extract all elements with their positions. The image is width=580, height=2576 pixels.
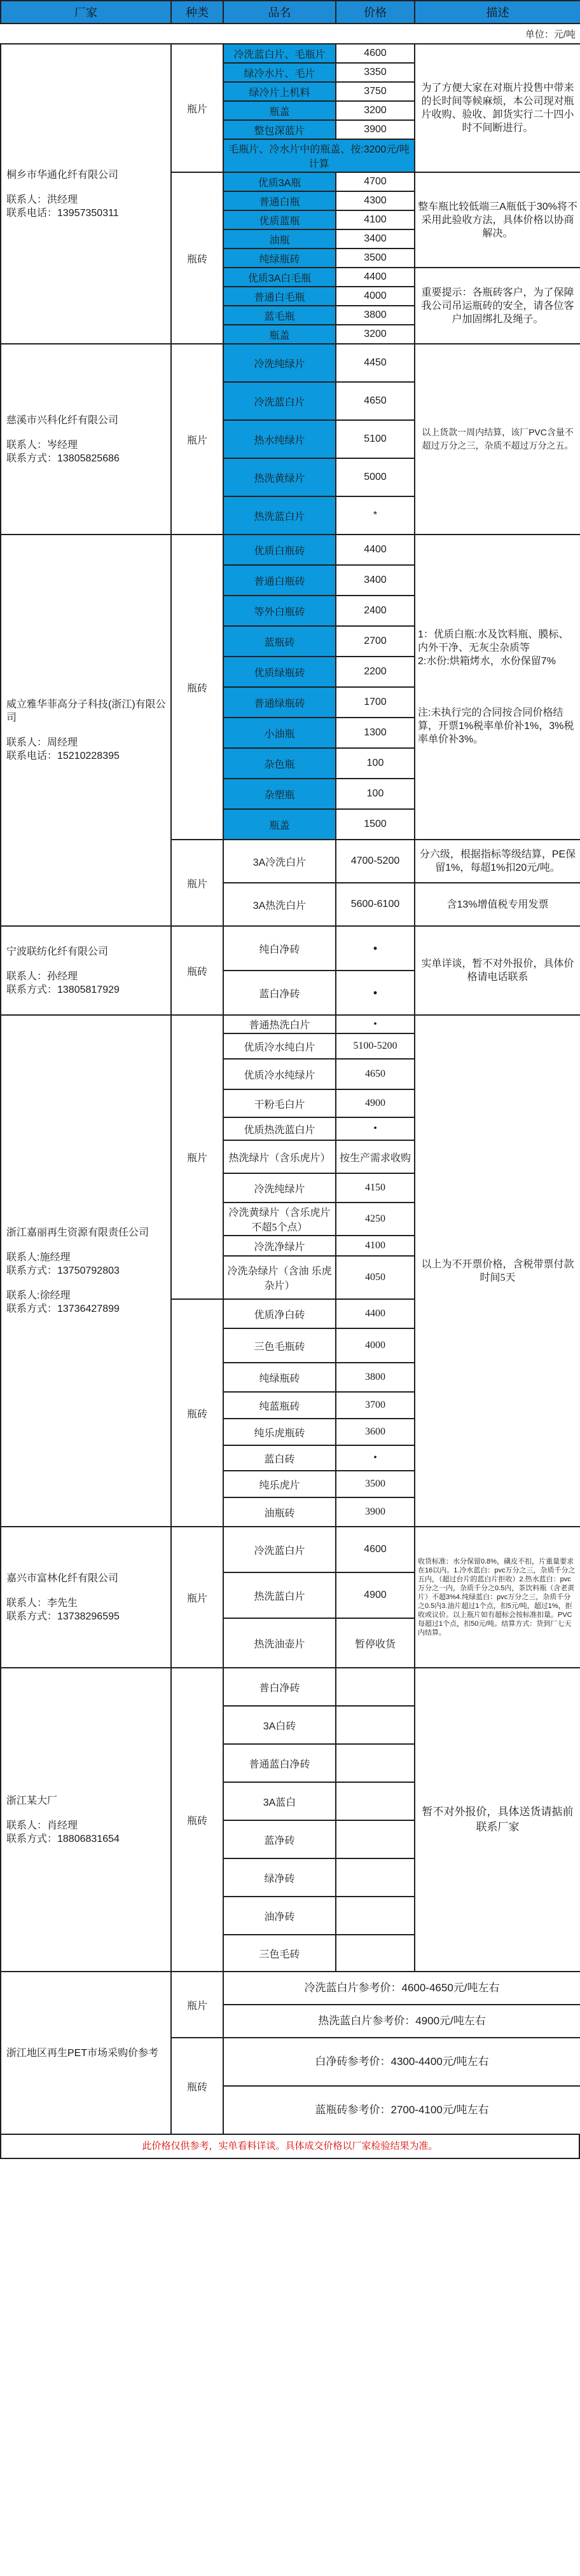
product-name: 普通蓝白净砖 (223, 1744, 336, 1782)
description: 分六级，根据指标等级结算，PE保留1%，每超1%扣20元/吨。 (415, 840, 580, 883)
price: 4400 (336, 1299, 415, 1328)
price: 4300 (336, 191, 415, 210)
price: 3400 (336, 565, 415, 596)
kind-cell: 瓶片 (171, 44, 223, 172)
product-name: 优质热洗蓝白片 (223, 1117, 336, 1140)
product-name: 普通热洗白片 (223, 1015, 336, 1033)
price: 3800 (336, 1363, 415, 1392)
product-name: 优质蓝瓶 (223, 210, 336, 229)
col-kind: 种类 (171, 1, 223, 24)
table-row (1, 344, 580, 382)
price: 4600 (336, 1527, 415, 1572)
product-name: 干粉毛白片 (223, 1089, 336, 1117)
contact-phone: 联系电话：13957350311 (6, 207, 119, 219)
kind-cell: 瓶砖 (171, 1299, 223, 1527)
product-name: 杂色瓶 (223, 748, 336, 779)
price (336, 1782, 415, 1820)
price (336, 1668, 415, 1706)
product-name: 优质冷水纯白片 (223, 1033, 336, 1059)
description: 以上为不开票价格，含税带票付款时间5天 (415, 1015, 580, 1527)
price: 3350 (336, 63, 415, 82)
table-row (1, 1015, 580, 1033)
price: 4100 (336, 210, 415, 229)
price: 4250 (336, 1203, 415, 1236)
product-name: 纯绿瓶砖 (223, 249, 336, 268)
price: 4900 (336, 1089, 415, 1117)
company-name: 宁波联纺化纤有限公司 (6, 946, 109, 957)
company-name: 桐乡市华通化纤有限公司 (6, 169, 119, 181)
product-name: 油净砖 (223, 1897, 336, 1935)
price: 3700 (336, 1392, 415, 1419)
product-name: 热洗黄绿片 (223, 458, 336, 496)
price: 4900 (336, 1572, 415, 1618)
price: 5600-6100 (336, 883, 415, 926)
price: 4000 (336, 1328, 415, 1363)
product-note: 毛瓶片、冷水片中的瓶盖、按:3200元/吨计算 (223, 139, 415, 172)
contact-name: 联系人：洪经理 (6, 194, 78, 205)
product-name: 普通白毛瓶 (223, 287, 336, 306)
contact-phone: 联系方式：13736427899 (6, 1304, 120, 1314)
product-name: 三色毛瓶砖 (223, 1328, 336, 1363)
kind-cell: 瓶砖 (171, 1668, 223, 1972)
description: 含13%增值税专用发票 (415, 883, 580, 926)
spacer (6, 1239, 168, 1251)
price: 暂停收货 (336, 1618, 415, 1668)
product-name: 纯蓝瓶砖 (223, 1392, 336, 1419)
company-name: 威立雅华菲高分子科技(浙江)有限公司 (6, 699, 166, 723)
price: 3900 (336, 1497, 415, 1527)
price: 4000 (336, 287, 415, 306)
kind-cell: 瓶片 (171, 1527, 223, 1668)
spacer (6, 427, 168, 439)
price (336, 1706, 415, 1744)
reference-price: 热洗蓝白片参考价：4900元/吨左右 (223, 2005, 580, 2038)
product-name: 整包深蓝片 (223, 120, 336, 139)
product-name: 3A蓝白 (223, 1782, 336, 1820)
contact-name: 联系人：李先生 (6, 1597, 78, 1609)
product-name: 冷洗杂绿片（含油 乐虎 杂片） (223, 1256, 336, 1299)
price: 5100 (336, 420, 415, 458)
product-name: 蓝毛瓶 (223, 306, 336, 325)
product-name: 纯乐虎瓶砖 (223, 1419, 336, 1445)
product-name: 瓶盖 (223, 809, 336, 840)
price (336, 1935, 415, 1972)
reference-price: 冷洗蓝白片参考价：4600-4650元/吨左右 (223, 1972, 580, 2005)
product-name: 蓝瓶砖 (223, 626, 336, 657)
price: • (336, 1445, 415, 1471)
product-name: 热洗蓝白片 (223, 496, 336, 535)
price: 4650 (336, 382, 415, 420)
product-name: 油瓶 (223, 229, 336, 249)
description: 暂不对外报价，具体送货请掂前联系厂家 (415, 1668, 580, 1972)
contact-phone: 联系方式：13750792803 (6, 1265, 120, 1276)
kind-cell: 瓶片 (171, 344, 223, 535)
price: 4600 (336, 44, 415, 63)
product-name: 蓝净砖 (223, 1820, 336, 1858)
price: 4400 (336, 535, 415, 565)
kind-cell: 瓶片 (171, 1015, 223, 1299)
price: 3600 (336, 1419, 415, 1445)
price: 3900 (336, 120, 415, 139)
desc-line: 2:水份:烘箱烤水，水份保留7% (418, 656, 556, 667)
product-name: 绿冷水片、毛片 (223, 63, 336, 82)
product-name: 瓶盖 (223, 325, 336, 344)
kind-cell: 瓶砖 (171, 535, 223, 840)
contact-name: 联系人：周经理 (6, 737, 78, 748)
price (336, 1858, 415, 1897)
spacer (418, 668, 577, 706)
product-name: 纯乐虎片 (223, 1471, 336, 1497)
reference-price: 白净砖参考价：4300-4400元/吨左右 (223, 2038, 580, 2086)
company-name: 嘉兴市富林化纤有限公司 (6, 1572, 119, 1584)
price (336, 1897, 415, 1935)
price: 4400 (336, 268, 415, 287)
spacer (6, 182, 168, 193)
description: 收货标准：水分保留0.8%，磺皮不扣，片重量要求在16以内。1.冷水蓝白：pvc万分之三，杂质千分之五内，（超过台片的蓝白片拒收）2.热水蓝白：pvc万分之一内，杂质千分之0.5内，茶饮料瓶（含老黄片）不超3%4.纯绿蓝白：pvc万分之三，杂质千分之0.5内3.油片超过1个点，扣5元/吨，超过1%，拒收或议价。以上瓶片如有超标会按标准扣量。PVC每超过1个点，扣50元/吨。结算方式：货到厂七天内结算。 (415, 1527, 580, 1668)
price: 3200 (336, 325, 415, 344)
price: 4700 (336, 172, 415, 191)
price: 1700 (336, 687, 415, 718)
company-name: 浙江嘉丽再生资源有限责任公司 (6, 1227, 149, 1238)
product-name: 3A冷洗白片 (223, 840, 336, 883)
company-cell (1, 344, 171, 535)
footer-note: 此价格仅供参考，实单看料详谈。具体成交价格以厂家检验结果为准。 (0, 2135, 580, 2159)
price (336, 1820, 415, 1858)
product-name: 冷洗黄绿片（含乐虎片不超5个点） (223, 1203, 336, 1236)
product-name: 油瓶砖 (223, 1497, 336, 1527)
contact-phone: 联系方式：18806831654 (6, 1833, 120, 1844)
product-name: 优质净白砖 (223, 1299, 336, 1328)
price: 4100 (336, 1236, 415, 1256)
description: 实单详谈，暂不对外报价，具体价格请电话联系 (415, 926, 580, 1015)
product-name: 热洗油壶片 (223, 1618, 336, 1668)
product-name: 绿冷片上机料 (223, 82, 336, 101)
company-cell (1, 44, 171, 344)
product-name: 3A白砖 (223, 1706, 336, 1744)
price: 100 (336, 779, 415, 809)
price: • (336, 1117, 415, 1140)
contact-name: 联系人:徐经理 (6, 1290, 71, 1301)
product-name: 普通绿瓶砖 (223, 687, 336, 718)
product-name: 杂塑瓶 (223, 779, 336, 809)
contact-name: 联系人：岑经理 (6, 439, 78, 451)
table-row (1, 1668, 580, 1706)
company-cell (1, 1527, 171, 1668)
price: 3500 (336, 1471, 415, 1497)
contact-phone: 联系方式：13805817929 (6, 984, 120, 995)
product-name: 等外白瓶砖 (223, 596, 336, 626)
company-name: 浙江地区再生PET市场采购价参考 (6, 2047, 159, 2059)
product-name: 优质冷水纯绿片 (223, 1059, 336, 1089)
description: 以上货款一周内结算，该厂PVC含量不超过万分之三，杂质不超过万分之五。 (415, 344, 580, 535)
product-name: 热洗绿片（含乐虎片） (223, 1140, 336, 1173)
contact-name: 联系人：孙经理 (6, 971, 78, 982)
price: 3800 (336, 306, 415, 325)
product-name: 绿净砖 (223, 1858, 336, 1897)
price: 3200 (336, 101, 415, 120)
product-name: 纯白净砖 (223, 926, 336, 971)
price: 5000 (336, 458, 415, 496)
price: 按生产需求收购 (336, 1140, 415, 1173)
company-name: 慈溪市兴科化纤有限公司 (6, 414, 119, 426)
spacer (6, 1585, 168, 1597)
price: 4150 (336, 1173, 415, 1203)
product-name: 冷洗纯绿片 (223, 1173, 336, 1203)
description: 重要提示：各瓶砖客户，为了保障我公司吊运瓶砖的安全，请各位客户加固绑扎及绳子。 (415, 268, 580, 344)
company-cell (1, 1015, 171, 1527)
contact-name: 联系人:施经理 (6, 1252, 71, 1263)
product-name: 3A热洗白片 (223, 883, 336, 926)
price: 4050 (336, 1256, 415, 1299)
product-name: 冷洗蓝白片 (223, 1527, 336, 1572)
company-name: 浙江某大厂 (6, 1795, 58, 1806)
kind-cell: 瓶片 (171, 840, 223, 926)
spacer (6, 1278, 168, 1289)
product-name: 普通白瓶 (223, 191, 336, 210)
price: 2200 (336, 657, 415, 687)
header-row (1, 1, 580, 24)
contact-phone: 联系方式：13738296595 (6, 1611, 120, 1622)
price: 100 (336, 748, 415, 779)
product-name: 小油瓶 (223, 718, 336, 748)
product-name: 冷洗蓝白片、毛瓶片 (223, 44, 336, 63)
desc-line: 注:未执行完的合同按合同价格结算，开票1%税率单价补1%，3%税率单价补3%。 (418, 707, 574, 745)
product-name: 优质绿瓶砖 (223, 657, 336, 687)
price: • (336, 1015, 415, 1033)
price: 4450 (336, 344, 415, 382)
spacer (6, 1808, 168, 1819)
price: 1500 (336, 809, 415, 840)
col-product: 品名 (223, 1, 336, 24)
price: 4650 (336, 1059, 415, 1089)
spacer (6, 958, 168, 970)
table-row (1, 1972, 580, 2005)
product-name: 冷洗蓝白片 (223, 382, 336, 420)
price: 3400 (336, 229, 415, 249)
product-name: 蓝白净砖 (223, 971, 336, 1015)
col-desc: 描述 (415, 1, 580, 24)
product-name: 普白净砖 (223, 1668, 336, 1706)
product-name: 热洗蓝白片 (223, 1572, 336, 1618)
desc-line: 1：优质白瓶:水及饮料瓶、膜标、内外干净、无灰尘杂质等 (418, 629, 569, 653)
price: 3750 (336, 82, 415, 101)
kind-cell: 瓶片 (171, 1972, 223, 2038)
price (336, 1744, 415, 1782)
price: 2700 (336, 626, 415, 657)
price: 5100-5200 (336, 1033, 415, 1059)
product-name: 普通白瓶砖 (223, 565, 336, 596)
product-name: 瓶盖 (223, 101, 336, 120)
kind-cell: 瓶砖 (171, 172, 223, 344)
product-name: 热水纯绿片 (223, 420, 336, 458)
product-name: 三色毛砖 (223, 1935, 336, 1972)
product-name: 纯绿瓶砖 (223, 1363, 336, 1392)
description: 整车瓶比较低端三A瓶低于30%将不采用此验收方法，具体价格以协商解决。 (415, 172, 580, 268)
price: * (336, 496, 415, 535)
table-row (1, 44, 580, 63)
product-name: 优质白瓶砖 (223, 535, 336, 565)
table-row (1, 535, 580, 565)
company-cell (1, 926, 171, 1015)
company-cell (1, 1668, 171, 1972)
price: 4700-5200 (336, 840, 415, 883)
col-company: 厂家 (1, 1, 171, 24)
price: • (336, 926, 415, 971)
contact-name: 联系人：肖经理 (6, 1820, 78, 1831)
product-name: 蓝白砖 (223, 1445, 336, 1471)
contact-phone: 联系方式：13805825686 (6, 453, 120, 464)
product-name: 优质3A瓶 (223, 172, 336, 191)
kind-cell: 瓶砖 (171, 926, 223, 1015)
company-cell (1, 535, 171, 926)
contact-phone: 联系电话：15210228395 (6, 751, 120, 761)
product-name: 冷洗纯绿片 (223, 344, 336, 382)
reference-price: 蓝瓶砖参考价：2700-4100元/吨左右 (223, 2086, 580, 2134)
table-row (1, 1527, 580, 1572)
price: 1300 (336, 718, 415, 748)
product-name: 优质3A白毛瓶 (223, 268, 336, 287)
unit-label: 单位：元/吨 (1, 24, 580, 44)
price: 2400 (336, 596, 415, 626)
product-name: 冷洗净绿片 (223, 1236, 336, 1256)
price: • (336, 971, 415, 1015)
description: 为了方便大家在对瓶片投售中带来的长时间等候麻烦，本公司现对瓶片收购、验收、卸货实行二十四小时不间断进行。 (415, 44, 580, 172)
price: 3500 (336, 249, 415, 268)
description (415, 535, 580, 840)
col-price: 价格 (336, 1, 415, 24)
company-cell (1, 1972, 171, 2134)
spacer (6, 725, 168, 736)
kind-cell: 瓶砖 (171, 2038, 223, 2134)
table-row (1, 926, 580, 971)
